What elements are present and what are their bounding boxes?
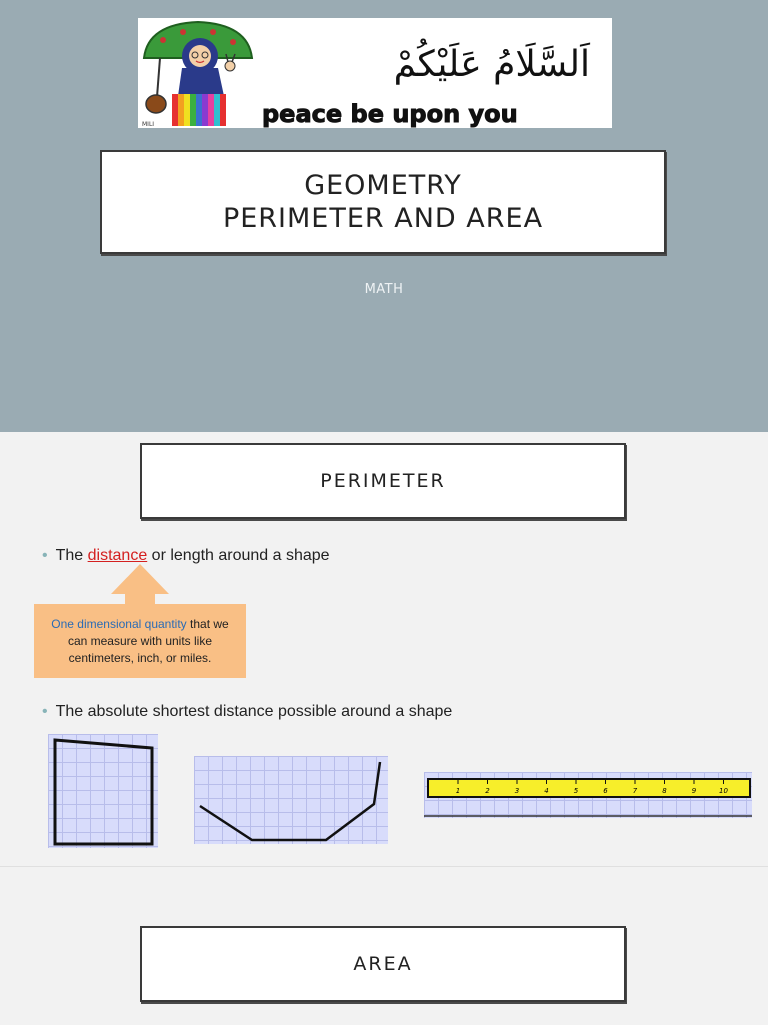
bullet-shortest <box>42 703 452 721</box>
callout-arrow-icon <box>111 564 169 594</box>
bullet-dot-icon: • <box>42 547 48 564</box>
definition-callout <box>34 604 246 678</box>
bullet-distance <box>42 547 330 565</box>
ruler-number: 6 <box>603 787 608 795</box>
ruler-number: 4 <box>544 787 549 795</box>
bullet-text-after: or length around a shape <box>147 547 330 564</box>
keyword-distance: distance <box>87 547 148 564</box>
ruler-number: 9 <box>691 787 697 795</box>
english-greeting: peace be upon you <box>262 100 518 128</box>
ruler-number: 2 <box>485 787 490 795</box>
title-box <box>100 150 666 254</box>
area-heading: AREA <box>140 926 626 1002</box>
ruler-image <box>424 772 752 818</box>
bullet-dot-icon: • <box>42 703 48 720</box>
ruler-number: 8 <box>662 787 667 795</box>
subtitle: MATH <box>364 282 404 297</box>
title-line-2: PERIMETER AND AREA <box>222 203 544 234</box>
title-slide <box>0 0 768 432</box>
artist-mark: MILI <box>142 121 155 128</box>
callout-text: that we can measure with units like centimeters, inch, or miles. <box>67 616 229 665</box>
title-line-1: GEOMETRY <box>304 170 462 201</box>
bullet-text: The absolute shortest distance possible around a shape <box>55 703 453 720</box>
greeting-illustration <box>138 18 612 128</box>
perimeter-heading: PERIMETER <box>140 443 626 519</box>
ruler-number: 7 <box>632 787 638 795</box>
closed-shape-outline <box>48 734 158 848</box>
greeting-banner-image <box>138 18 612 128</box>
bullet-text-before: The <box>55 547 88 564</box>
callout-highlight: One dimensional quantity <box>51 616 187 631</box>
ruler-number: 3 <box>514 787 520 795</box>
ruler-number: 10 <box>719 787 728 795</box>
ruler-number: 5 <box>573 787 579 795</box>
ruler-number: 1 <box>455 787 461 795</box>
closed-shape-grid-image <box>48 734 158 848</box>
open-path-outline <box>194 756 388 844</box>
arabic-greeting: اَلسَّلَامُ عَلَيْكُمْ <box>393 44 590 85</box>
open-path-grid-image <box>194 756 388 844</box>
ruler-graphic <box>424 772 752 818</box>
